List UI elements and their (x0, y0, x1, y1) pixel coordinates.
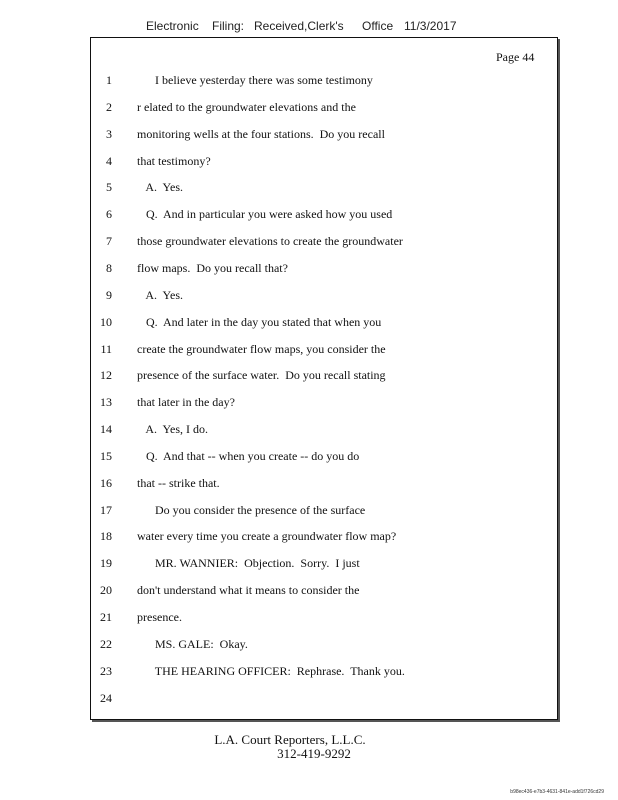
transcript-line (0, 607, 618, 627)
line-text: I believe yesterday there was some testimony (137, 73, 373, 87)
line-number: 21 (100, 610, 112, 624)
line-text: Do you consider the presence of the surface (137, 502, 366, 517)
transcript-line (0, 634, 618, 654)
line-number: 1 (106, 73, 112, 87)
transcript-line (0, 526, 618, 546)
reporter-phone: 312-419-9292 (277, 746, 351, 761)
transcript-line (0, 500, 618, 520)
transcript-line (0, 97, 618, 117)
line-number: 18 (100, 529, 112, 544)
line-text: THE HEARING OFFICER: Rephrase. Thank you. (137, 663, 405, 678)
line-number: 20 (100, 583, 112, 598)
line-text: that testimony? (137, 153, 211, 168)
document-hash: b98ec436-e7b3-4631-841e-add1f726cd29 (510, 789, 604, 795)
line-number: 19 (100, 556, 112, 571)
transcript-line (0, 661, 618, 681)
line-text: r elated to the groundwater elevations and the (137, 99, 356, 114)
line-number: 14 (100, 422, 112, 437)
line-number: 8 (106, 260, 112, 275)
transcript-line (0, 553, 618, 573)
transcript-line (0, 365, 618, 385)
filing-stamp-word: Received,Clerk's (254, 19, 344, 33)
line-number: 13 (100, 395, 112, 410)
transcript-line (0, 312, 618, 332)
line-number: 24 (100, 690, 112, 705)
transcript-line (0, 151, 618, 171)
transcript-line (0, 446, 618, 466)
line-number: 17 (100, 502, 112, 517)
filing-stamp-word: Electronic (146, 19, 199, 33)
line-text: flow maps. Do you recall that? (137, 260, 288, 275)
line-number: 2 (106, 99, 112, 114)
transcript-line (0, 580, 618, 600)
line-text: A. Yes, I do. (137, 422, 209, 437)
line-number: 4 (106, 153, 112, 168)
transcript-line (0, 339, 618, 359)
line-text: MS. GALE: Okay. (137, 636, 248, 651)
line-text: don't understand what it means to consider the (137, 583, 360, 598)
line-text: Q. And that -- when you create -- do you do (137, 448, 360, 463)
filing-stamp-header (0, 19, 618, 37)
transcript-line (0, 177, 618, 197)
line-text: create the groundwater flow maps, you consider the (137, 341, 386, 356)
transcript-line (0, 70, 618, 90)
line-text: MR. WANNIER: Objection. Sorry. I just (137, 556, 360, 571)
line-text: water every time you create a groundwater flow map? (137, 529, 397, 544)
transcript-line (0, 419, 618, 439)
line-text: monitoring wells at the four stations. Do you recall (137, 126, 385, 141)
transcript-line (0, 258, 618, 278)
line-text: A. Yes. (137, 287, 184, 302)
transcript-line (0, 231, 618, 251)
filing-stamp-date: 11/3/2017 (404, 19, 457, 33)
filing-stamp-word: Office (362, 19, 394, 33)
transcript-line (0, 473, 618, 493)
line-text: presence. (137, 610, 182, 624)
transcript-line (0, 285, 618, 305)
line-number: 15 (100, 448, 112, 463)
transcript-line (0, 204, 618, 224)
line-text: presence of the surface water. Do you recall stating (137, 368, 386, 383)
line-text: that later in the day? (137, 395, 235, 410)
line-text: that -- strike that. (137, 475, 220, 490)
line-text: Q. And later in the day you stated that when you (137, 314, 382, 329)
line-number: 16 (100, 475, 112, 490)
transcript-line (0, 392, 618, 412)
transcript-line (0, 688, 618, 708)
line-number: 10 (100, 314, 112, 329)
line-number: 9 (106, 287, 112, 302)
line-text: A. Yes. (137, 180, 184, 195)
page-number: Page 44 (496, 50, 535, 64)
line-text: those groundwater elevations to create the groundwater (137, 234, 403, 249)
line-number: 12 (100, 368, 112, 383)
line-number: 3 (106, 126, 112, 141)
line-number: 11 (100, 341, 112, 356)
filing-stamp-word: Filing: (212, 19, 245, 33)
line-number: 22 (100, 636, 112, 651)
line-text: Q. And in particular you were asked how you used (137, 207, 393, 222)
line-number: 23 (100, 663, 112, 678)
line-number: 7 (106, 234, 112, 249)
line-number: 5 (106, 180, 112, 195)
transcript-line (0, 124, 618, 144)
reporter-company-name: L.A. Court Reporters, L.L.C. (214, 732, 366, 747)
line-number: 6 (106, 207, 112, 222)
